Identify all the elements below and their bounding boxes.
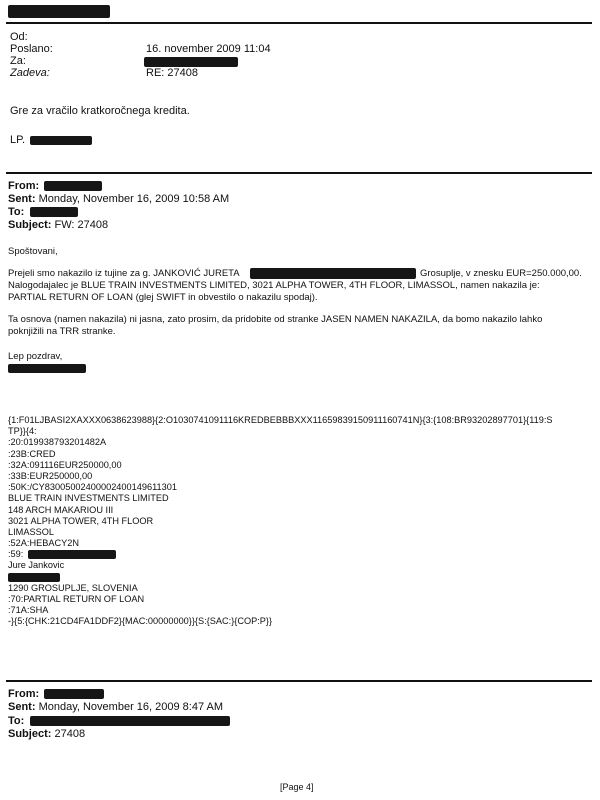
swift-line: :33B:EUR250000,00 [8, 470, 93, 481]
zadeva-value: RE: 27408 [146, 67, 198, 79]
redaction-za [144, 57, 238, 67]
swift-line: 3021 ALPHA TOWER, 4TH FLOOR [8, 515, 154, 526]
swift-field-59: :59: [8, 549, 24, 560]
za-label: Za: [10, 55, 26, 67]
swift-line [8, 572, 553, 583]
redaction-signoff [30, 136, 92, 145]
swift-message [8, 415, 553, 628]
letter-greeting: Spoštovani, [8, 246, 58, 257]
fwd1-from-label: From: [8, 180, 40, 192]
fwd2-to-label: To: [8, 715, 25, 727]
redaction-top-name [8, 5, 110, 18]
poslano-value: 16. november 2009 11:04 [146, 43, 271, 55]
letter-p2-line2: poknjižili na TRR stranke. [8, 326, 116, 337]
page-number: [Page 4] [280, 782, 314, 792]
mid-divider-2 [6, 680, 592, 682]
redaction-fwd1-to [30, 207, 78, 217]
letter-closing: Lep pozdrav, [8, 351, 63, 362]
swift-line: Jure Jankovic [8, 560, 65, 571]
redaction-sender-name [8, 364, 86, 373]
redaction-fwd2-from [44, 689, 104, 699]
zadeva-label: Zadeva: [10, 67, 50, 79]
letter-p2-line1: Ta osnova (namen nakazila) ni jasna, zato prosim, da pridobite od stranke JASEN NAMEN NAKAZILA, da bomo nakazilo lahko [8, 314, 543, 325]
swift-line: 1290 GROSUPLJE, SLOVENIA [8, 582, 138, 593]
fwd2-from-label: From: [8, 688, 40, 700]
reply-signoff: LP. [10, 134, 26, 146]
swift-line: :52A:HEBACY2N [8, 538, 79, 549]
swift-line: TP}}{4: [8, 426, 37, 437]
swift-line: :32A:091116EUR250000,00 [8, 459, 122, 470]
fwd2-sent-label: Sent: [8, 701, 36, 713]
od-label: Od: [10, 31, 28, 43]
swift-line: :71A:SHA [8, 605, 49, 616]
fwd1-subject-value: FW: 27408 [54, 219, 109, 231]
fwd1-to-label: To: [8, 206, 25, 218]
swift-line: :70:PARTIAL RETURN OF LOAN [8, 594, 145, 604]
fwd2-subject-label: Subject: [8, 728, 52, 740]
swift-line: 148 ARCH MAKARIOU III [8, 504, 114, 515]
swift-line [8, 549, 553, 560]
swift-line: :23B:CRED [8, 448, 56, 459]
fwd1-sent-row [8, 193, 229, 206]
fwd1-subject-label: Subject: [8, 219, 52, 231]
fwd1-subject-row [8, 219, 108, 232]
fwd2-sent-row [8, 701, 223, 714]
redaction-beneficiary-street [8, 573, 60, 582]
top-divider [6, 22, 592, 24]
fwd2-subject-row [8, 728, 85, 741]
fwd2-sent-value: Monday, November 16, 2009 8:47 AM [38, 701, 224, 713]
fwd1-sent-value: Monday, November 16, 2009 10:58 AM [38, 193, 230, 205]
swift-line: :50K:/CY83005002400002400149611301 [8, 482, 177, 493]
redaction-fwd1-from [44, 181, 102, 191]
letter-p1-line1-b: Grosuplje, v znesku EUR=250.000,00. [420, 268, 582, 279]
swift-line: {1:F01LJBASI2XAXXX0638623988}{2:O1030741091116KREDBEBBBXXX11659839150911160741N}{3:{108:BR93202897701}{119:S [8, 415, 553, 425]
letter-p1-line3: PARTIAL RETURN OF LOAN (glej SWIFT in obvestilo o nakazilu spodaj). [8, 292, 318, 303]
fwd1-sent-label: Sent: [8, 193, 36, 205]
fwd2-subject-value: 27408 [54, 728, 86, 740]
letter-p1-line2: Nalogodajalec je BLUE TRAIN INVESTMENTS LIMITED, 3021 ALPHA TOWER, 4TH FLOOR, LIMASSOL, namen nakazila je: [8, 280, 540, 291]
swift-line: LIMASSOL [8, 526, 54, 537]
letter-p1-line1-a: Prejeli smo nakazilo iz tujine za g. JANKOVIĆ JURETA [8, 268, 240, 279]
poslano-label: Poslano: [10, 43, 53, 55]
redaction-client-address [250, 268, 416, 279]
mid-divider-1 [6, 172, 592, 174]
redaction-beneficiary-account [28, 550, 116, 559]
reply-body: Gre za vračilo kratkoročnega kredita. [10, 105, 190, 117]
redaction-fwd2-to [30, 716, 230, 726]
swift-line: BLUE TRAIN INVESTMENTS LIMITED [8, 493, 169, 504]
swift-line: -}{5:{CHK:21CD4FA1DDF2}{MAC:00000000}}{S:{SAC:}{COP:P}} [8, 616, 273, 627]
swift-line: :20:019938793201482A [8, 437, 107, 448]
